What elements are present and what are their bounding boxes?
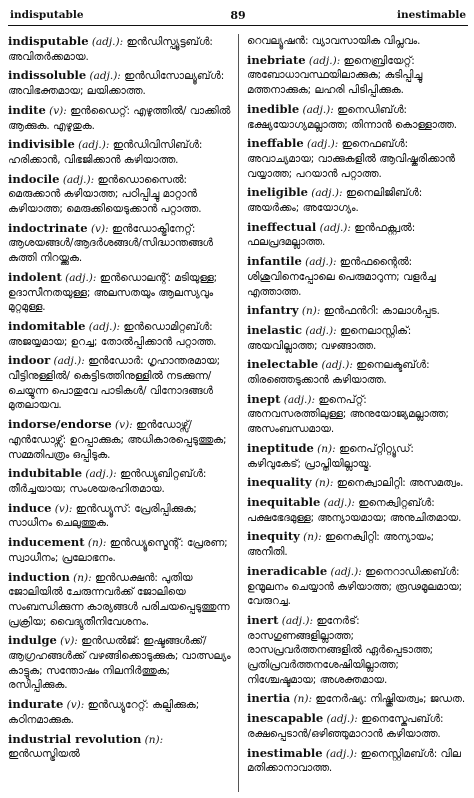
dictionary-entry — [247, 441, 468, 471]
entry-definition: ഇൻഡസ്ട്രിയൽ — [8, 748, 80, 761]
entry-headword: ineffectual — [247, 219, 317, 234]
dictionary-entry — [8, 221, 232, 266]
entry-part-of-speech: (adj.): — [325, 747, 358, 760]
dictionary-entry — [247, 746, 468, 776]
entry-headword: indocile — [8, 171, 60, 186]
entry-part-of-speech: (n): — [303, 531, 322, 544]
dictionary-entry — [247, 53, 468, 98]
entry-part-of-speech: (adj.): — [305, 324, 337, 337]
entry-headword: inert — [247, 612, 279, 627]
entry-headword: inequitable — [247, 494, 321, 509]
entry-headword: inebriate — [247, 52, 306, 67]
entry-definition: ഇൻഡ്യൂസ്മെന്റ്: പ്രേരണ; സ്വാധീനം; പ്രലോഭനം. — [8, 537, 228, 564]
entry-part-of-speech: (v): — [60, 635, 78, 648]
entry-headword: induce — [8, 500, 52, 515]
entry-definition: ഇനെലക്ടബ്ൾ: തിരഞ്ഞെടുക്കാൻ കഴിയാത്ത. — [247, 359, 430, 387]
entry-definition: ഇനെക്വാലിറ്റി: അസമത്വം. — [336, 477, 464, 490]
entry-definition: ഇൻഡോർ: ഗൃഹാന്തരമായ; വീട്ടിനുള്ളിൽ/ കെട്ടിടത്തിനുള്ളിൽ നടക്കുന്ന/ ചെയ്യുന്ന പൊതുവേ പാടികൾ/ വിനോദങ്ങൾ മുതലായവ. — [8, 355, 221, 412]
entry-definition: ഇൻഡോക്ട്രിനേറ്റ്: ആശയങ്ങൾ/ആദർശങ്ങൾ/സിദ്ധാന്തങ്ങൾ കുത്തി നിറയ്ക്കുക. — [8, 222, 213, 265]
entry-part-of-speech: (adj.): — [78, 139, 110, 152]
dictionary-entry — [247, 136, 468, 181]
entry-part-of-speech: (n): — [73, 571, 92, 584]
entry-definition: ഇൻഡ്യുബിറ്റബ്ൾ: തീർച്ചയായ; സംശയരഹിതമായ. — [8, 468, 207, 495]
entry-definition: ഇൻഫന്റൈൽ: ശിശുവിനെപ്പോലെ പെരുമാറുന്ന; വളർച്ച എത്താത്ത. — [247, 256, 436, 298]
dictionary-entry — [247, 564, 468, 609]
entry-definition: ഇനെപ്റ്റിറ്റ്യൂഡ്: കഴിവുകേട്; പ്രാപ്തിയില്ലായ്മ. — [247, 442, 414, 470]
entry-definition: ഇനെഫബ്ൾ: അവാച്യമായ; വാക്കുകളിൽ ആവിഷ്കരിക്കാൻ വയ്യാത്ത; പറയാൻ പറ്റാത്ത. — [247, 138, 455, 180]
entry-headword: indorse/endorse — [8, 417, 112, 432]
entry-definition: ഇൻഡിവിസിബ്ൾ: ഹരിക്കാൻ, വിഭജിക്കാൻ കഴിയാത്ത. — [8, 139, 203, 166]
entry-headword: inequity — [247, 529, 300, 544]
entry-definition: ഇൻഫൻറി: കാലാൾപ്പട. — [323, 305, 440, 318]
entry-part-of-speech: (adj.): — [88, 320, 121, 333]
entry-headword: indulge — [8, 633, 57, 648]
page-header — [8, 4, 468, 26]
entry-part-of-speech: (v): — [90, 222, 109, 235]
entry-headword: ineradicable — [247, 563, 328, 578]
entry-definition: ഇനെപ്റ്റ്: അനവസരത്തിലുള്ള; അനുയോജ്യമല്ലാത്ത; അസംബന്ധമായ. — [247, 393, 449, 436]
entry-part-of-speech: (adj.): — [65, 271, 97, 284]
entry-headword: inequality — [247, 475, 312, 490]
entry-part-of-speech: (v): — [49, 104, 67, 117]
entry-headword: ineptitude — [247, 440, 314, 455]
entry-definition: ഇനെക്വിറ്റബ്ൾ: പക്ഷഭേദമുള്ള; അന്യായമായ; അനുചിതമായ. — [247, 496, 462, 524]
entry-part-of-speech: (adj.): — [89, 70, 121, 83]
entry-definition: ഇനേർഷ്യ: നിഷ്ക്രിയത്വം; ജഡത. — [315, 693, 466, 706]
entry-headword: indomitable — [8, 318, 86, 333]
entry-part-of-speech: (n): — [87, 537, 107, 550]
entry-definition: ഇനെലിജിബ്ൾ: അയർക്കം; അയോഗ്യം. — [247, 187, 423, 215]
entry-headword: inelastic — [247, 322, 303, 337]
entry-part-of-speech: (n): — [144, 733, 164, 746]
dictionary-entry — [8, 68, 232, 98]
entry-definition: ഇൻഫക്റ്റ്വൽ: ഫലപ്രദമല്ലാത്ത. — [247, 221, 416, 249]
entry-headword: inertia — [247, 691, 291, 706]
dictionary-entry — [8, 633, 232, 693]
entry-definition: ഇനെസ്റ്റിമബ്ൾ: വില മതിക്കാനാവാത്ത. — [247, 747, 461, 775]
entry-part-of-speech: (adj.): — [323, 496, 355, 509]
entry-headword: indoctrinate — [8, 220, 88, 235]
dictionary-entry — [8, 417, 232, 462]
entry-headword: ineffable — [247, 136, 304, 151]
dictionary-entry — [247, 220, 468, 250]
dictionary-entry — [8, 319, 232, 349]
entry-part-of-speech: (adj.): — [326, 713, 358, 726]
entry-part-of-speech: (adj.): — [305, 256, 337, 269]
dictionary-entry — [8, 34, 232, 64]
dictionary-entry — [247, 254, 468, 299]
entry-definition: ഇനെബ്രിയേറ്റ്: അബോധാവസ്ഥയിലാക്കുക; കുടിപ്പിച്ചു മത്തനാക്കുക; ലഹരി പിടിപ്പിക്കുക. — [247, 54, 423, 97]
entry-headword: indissoluble — [8, 68, 87, 83]
entry-definition: ഇൻഡ്യൂസ്: പ്രേരിപ്പിക്കുക; സാധീനം ചെലുത്തുക. — [8, 502, 197, 530]
entry-headword: inestimable — [247, 745, 323, 760]
entry-headword: indivisible — [8, 137, 75, 152]
guide-word-right: inestimable — [397, 9, 466, 21]
dictionary-entry — [8, 535, 232, 565]
dictionary-entry — [247, 392, 468, 437]
entry-headword: infantry — [247, 303, 299, 318]
entry-headword: inescapable — [247, 711, 324, 726]
dictionary-entry — [247, 613, 468, 688]
entry-headword: indoor — [8, 353, 51, 368]
dictionary-entry — [8, 103, 232, 133]
entry-part-of-speech: (adj.): — [283, 393, 316, 406]
entry-definition: ഇൻഡൈറ്റ്: എഴുത്തിൽ/ വാക്കിൽ ആക്കുക. എഴുതുക. — [8, 104, 231, 132]
guide-word-left: indisputable — [10, 9, 84, 21]
dictionary-entry — [8, 501, 232, 531]
dictionary-entry — [247, 711, 468, 741]
entry-definition: ഇൻഡിസോല്യൂബ്ൾ: അവിഭക്തമായ; ലയിക്കാത്ത. — [8, 70, 225, 98]
dictionary-entry — [247, 303, 468, 319]
entry-part-of-speech: (n): — [293, 693, 313, 706]
dictionary-entry — [8, 697, 232, 727]
dictionary-entry — [8, 137, 232, 167]
entry-definition: ഇനെറാഡിക്കബ്ൾ: ഉന്മൂലനം ചെയ്യാൻ കഴിയാത്ത; രൂഢമൂലമായ; വേരുറച്ച. — [247, 565, 463, 608]
entry-part-of-speech: (adj.): — [330, 565, 362, 578]
entry-headword: inept — [247, 391, 281, 406]
entry-headword: indurate — [8, 697, 64, 712]
entry-headword: indolent — [8, 269, 62, 284]
dictionary-entry — [247, 323, 468, 353]
dictionary-entry — [247, 185, 468, 215]
entry-part-of-speech: (adj.): — [53, 355, 85, 368]
right-column — [238, 34, 468, 792]
entry-part-of-speech: (v): — [54, 502, 73, 515]
entry-headword: induction — [8, 569, 70, 584]
entry-part-of-speech: (adj.): — [308, 54, 341, 67]
entry-columns — [8, 34, 468, 792]
dictionary-entry — [247, 495, 468, 525]
entry-part-of-speech: (adj.): — [281, 614, 314, 627]
entry-part-of-speech: (adj.): — [62, 173, 95, 186]
entry-headword: indubitable — [8, 466, 83, 481]
entry-definition: ഇനേർട്: രാസഗുണങ്ങളില്ലാത്ത; രാസപ്രവർത്തനങ്ങളിൽ ഏർപ്പെടാത്ത; പ്രതിപ്രവർത്തനശേഷിയില്ലാത്ത; നിശ്ചേഷ്ടമായ; അശക്തമായ. — [247, 614, 434, 686]
entry-part-of-speech: (n): — [314, 477, 334, 490]
entry-part-of-speech: (v): — [66, 699, 85, 712]
entry-headword: inducement — [8, 535, 85, 550]
entry-definition: ഇൻഡോഴ്സ്/ എൻഡോഴ്സ്: ഉറപ്പാക്കുക; അധികാരപ്പെടുത്തുക; സമ്മതിപത്രം ഒപ്പിടുക. — [8, 419, 227, 461]
entry-definition: ഇൻഡൽജ്: ഇഷ്ടങ്ങൾക്ക്/ ആഗ്രഹങ്ങൾക്ക് വഴങ്ങിക്കൊടുക്കുക; വാത്സല്യം കാട്ടുക; സന്തോഷം നിലനിർത്തുക; രസിപ്പിക്കുക. — [8, 635, 231, 692]
entry-part-of-speech: (v): — [115, 419, 133, 432]
entry-definition: ഇനെഡിബ്ൾ: ഭക്ഷ്യയോഗ്യമല്ലാത്ത; തിന്നാൻ കൊള്ളാത്ത. — [247, 103, 457, 131]
page-number: 89 — [230, 9, 246, 22]
entry-definition: ഇനെലാസ്റ്റിക്: അയവില്ലാത്ത; വഴങ്ങാത്ത. — [247, 324, 412, 352]
entry-headword: indisputable — [8, 34, 89, 48]
entry-definition: ഇൻഡൊമിറ്റബ്ൾ: അജയ്യമായ; ഉറച്ച; തോൽപ്പിക്കാൻ പറ്റാത്ത. — [8, 320, 217, 348]
dictionary-entry — [247, 529, 468, 559]
dictionary-entry — [8, 466, 232, 496]
entry-definition: ഇൻഡക്ഷൻ: പുതിയ ജോലിയിൽ ചേരുന്നവർക്ക് ജോലിയെ സംബന്ധിക്കുന്ന കാര്യങ്ങൾ പരിചയപ്പെടുത്തുന്ന പ്രക്രിയ; വൈദ്യുതീനിവേശനം. — [8, 571, 230, 628]
entry-headword: inelectable — [247, 357, 319, 372]
entry-definition: ഇൻഡൊസൈൽ: മെരുക്കാൻ കഴിയാത്ത; പഠിപ്പിച്ചു മാറ്റാൻ കഴിയാത്ത; മെരുക്കിയെടുക്കാൻ പറ്റാത്ത. — [8, 173, 202, 216]
entry-part-of-speech: (adj.): — [321, 359, 353, 372]
dictionary-entry — [247, 691, 468, 707]
dictionary-entry — [247, 475, 468, 491]
dictionary-entry — [8, 732, 232, 762]
entry-headword: inedible — [247, 101, 300, 116]
entry-part-of-speech: (n): — [301, 305, 321, 318]
dictionary-entry — [247, 102, 468, 132]
entry-part-of-speech: (adj.): — [319, 221, 351, 234]
dictionary-entry — [247, 34, 468, 49]
dictionary-entry — [8, 353, 232, 413]
entry-definition: ഇൻഡിസ്പ്യൂട്ടബ്ൾ: അവിതർക്കമായ. — [8, 36, 213, 63]
left-column — [8, 34, 238, 792]
entry-headword: ineligible — [247, 185, 308, 200]
entry-part-of-speech: (adj.): — [91, 36, 124, 48]
dictionary-entry — [8, 172, 232, 217]
entry-headword: infantile — [247, 254, 302, 269]
dictionary-entry — [247, 357, 468, 387]
entry-headword: industrial revolution — [8, 731, 142, 746]
entry-definition: ഇനെസ്കേപബ്ൾ: രക്ഷപ്പെടാൻ/ഒഴിഞ്ഞുമാറാൻ കഴിയാത്ത. — [247, 713, 444, 740]
entry-part-of-speech: (adj.): — [85, 468, 117, 481]
entry-definition: ഇൻഡൊലന്റ്: മടിയുള്ള; ഉദാസീനതയുള്ള; അലസതയും ആലസ്യവും മുറ്റമുള്ള. — [8, 271, 218, 314]
entry-part-of-speech: (adj.): — [306, 138, 339, 151]
entry-definition: റെവല്യൂഷൻ: വ്യാവസായിക വിപ്ലവം. — [247, 35, 421, 47]
entry-part-of-speech: (n): — [317, 442, 336, 455]
entry-part-of-speech: (adj.): — [302, 103, 334, 116]
dictionary-entry — [8, 570, 232, 630]
entry-definition: ഇൻഡ്യുറേറ്റ്: കല്പിക്കുക; കഠിനമാക്കുക. — [8, 699, 200, 726]
entry-headword: indite — [8, 102, 46, 117]
dictionary-entry — [8, 270, 232, 315]
entry-part-of-speech: (adj.): — [311, 187, 343, 200]
entry-definition: ഇനെക്വിറ്റി: അന്യായം; അനീതി. — [247, 531, 435, 559]
